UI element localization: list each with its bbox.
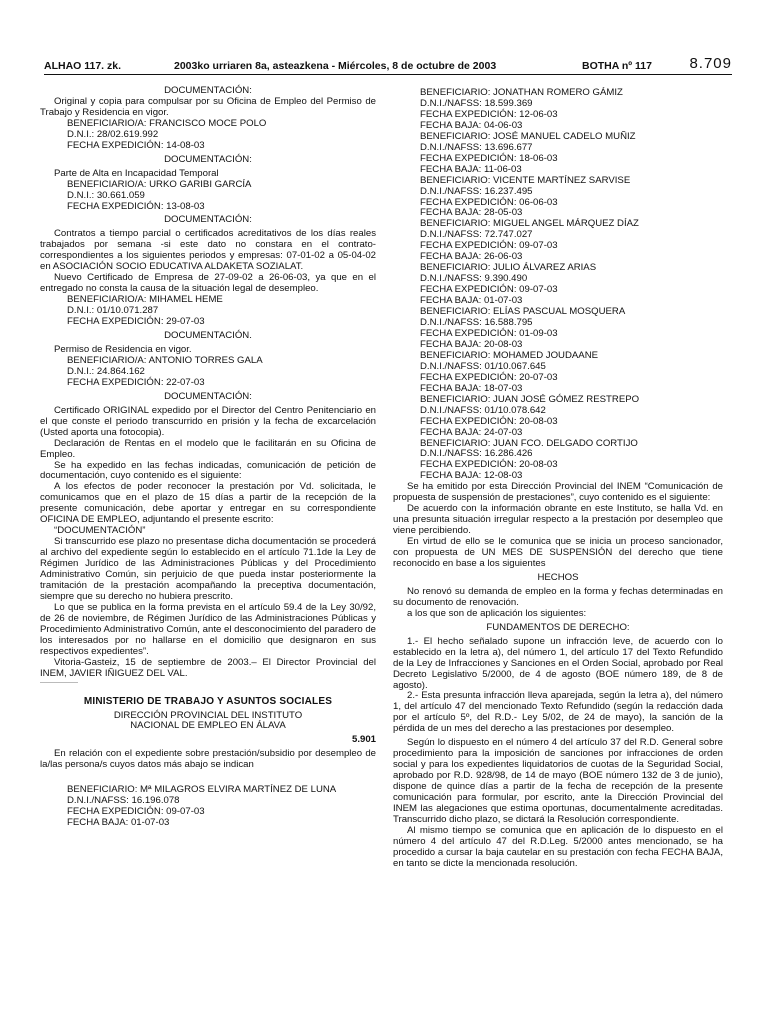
beneficiary-block [40,356,376,389]
beneficiary-line: FECHA EXPEDICIÓN: 22-07-03 [67,376,205,388]
divider [40,682,78,683]
beneficiary-line: D.N.I.: 01/10.071.287 [67,305,159,317]
section-heading: DOCUMENTACIÓN: [164,214,252,226]
beneficiary-line: FECHA BAJA: 20-08-03 [420,338,523,350]
beneficiary-block [40,180,376,213]
beneficiary-line: D.N.I./NAFSS: 16.286.426 [420,448,533,460]
beneficiary-block [393,351,723,395]
beneficiary-line: FECHA EXPEDICIÓN: 09-07-03 [420,284,558,296]
beneficiary-line: FECHA EXPEDICIÓN: 14-08-03 [67,139,205,151]
beneficiary-line: BENEFICIARIO/A: FRANCISCO MOCE POLO [67,117,267,129]
paragraph: “DOCUMENTACIÓN” [54,525,146,537]
beneficiary-list [393,88,723,482]
left-column [40,86,376,832]
section-heading: DOCUMENTACIÓN. [164,330,252,342]
beneficiary-line: FECHA EXPEDICIÓN: 01-09-03 [420,327,558,339]
beneficiary-block [393,88,723,132]
beneficiary-line: FECHA EXPEDICIÓN: 13-08-03 [67,200,205,212]
beneficiary-line: BENEFICIARIO/A: MIHAMEL HEME [67,294,223,306]
beneficiary-line: BENEFICIARIO: MIGUEL ANGEL MÁRQUEZ DÍAZ [420,218,639,230]
right-column [393,88,723,870]
beneficiary-line: BENEFICIARIO: JOSÉ MANUEL CADELO MUÑIZ [420,130,636,142]
office-line: DIRECCIÓN PROVINCIAL DEL INSTITUTO [113,709,303,721]
paragraph: Parte de Alta en Incapacidad Temporal [54,167,219,179]
beneficiary-line: D.N.I./NAFSS: 01/10.078.642 [420,404,546,416]
beneficiary-line: FECHA BAJA: 11-06-03 [420,163,522,175]
beneficiary-line: FECHA BAJA: 01-07-03 [67,817,170,829]
beneficiary-line: FECHA EXPEDICIÓN: 29-07-03 [67,316,205,328]
beneficiary-block [393,439,723,483]
beneficiary-line: FECHA EXPEDICIÓN: 06-06-03 [420,196,558,208]
header-issue-basque: ALHAO 117. zk. [44,60,122,72]
beneficiary-line: FECHA BAJA: 28-05-03 [420,207,523,219]
beneficiary-block [40,785,376,829]
beneficiary-block [393,219,723,263]
header-issue-spanish: BOTHA nº 117 [582,60,652,72]
section-heading: DOCUMENTACIÓN: [164,153,252,165]
beneficiary-line: D.N.I./NAFSS: 01/10.067.645 [420,360,546,372]
beneficiary-line: FECHA EXPEDICIÓN: 20-08-03 [420,415,558,427]
ministry-heading: MINISTERIO DE TRABAJO Y ASUNTOS SOCIALES [83,695,333,707]
page-header [44,52,732,75]
beneficiary-line: BENEFICIARIO: JULIO ÁLVAREZ ARIAS [420,262,597,274]
paragraph: 1.- El hecho señalado supone un infracción leve, de acuerdo con lo establecido en la letra a), del número 1, del artículo 17 del Texto Refundido de la Ley de Infracciones y Sanciones en el Orden Social, aprobado por Real Decreto Legislativo 5/2000, de 4 de agosto (BOE número 189, de 8 de agosto). [393,635,723,691]
beneficiary-line: D.N.I./NAFSS: 9.390.490 [420,273,528,285]
office-line: NACIONAL DE EMPLEO EN ÁLAVA [130,720,286,732]
beneficiary-block [393,263,723,307]
beneficiary-line: D.N.I.: 30.661.059 [67,189,145,201]
header-date: 2003ko urriaren 8a, asteazkena - Miércoles, 8 de octubre de 2003 [174,60,497,72]
paragraph: 2.- Esta presunta infracción lleva aparejada, según la letra a), del número 1, del artículo 47 del mencionado Texto Refundido (según la redacción dada por el artículo 5º, del R.D.- Ley 5/02, de 24 de mayo), la sanción de la pérdida de un mes del derecho a las prestaciones por desempleo. [393,690,723,735]
beneficiary-block [393,307,723,351]
beneficiary-block [40,295,376,328]
paragraph: En virtud de ello se le comunica que se inicia un proceso sancionador, con propuesta de UN MES DE SUSPENSIÓN del derecho que tiene reconocido en base a los siguientes [393,536,723,569]
beneficiary-line: D.N.I./NAFSS: 16.588.795 [420,317,533,329]
paragraph: No renovó su demanda de empleo en la forma y fechas determinadas en su documento de renovación. [393,585,723,608]
beneficiary-line: FECHA EXPEDICIÓN: 20-07-03 [420,371,558,383]
beneficiary-line: FECHA EXPEDICIÓN: 18-06-03 [420,152,558,164]
section-heading: FUNDAMENTOS DE DERECHO: [486,621,630,633]
section-heading: DOCUMENTACIÓN: [164,390,252,402]
paragraph: Si transcurrido ese plazo no presentase dicha documentación se procederá al archivo del expediente según lo establecido en el artículo 71.1de la Ley de Régimen Jurídico de las Administraciones Públicas y del Procedimiento Administrativo Común, sin perjuicio de que pueda instar posteriormente la tramitación de la prestación acompañando la preceptiva documentación, siempre que su derecho no hubiera prescrito. [40,536,376,602]
section-heading: DOCUMENTACIÓN: [164,85,252,96]
beneficiary-line: D.N.I./NAFSS: 16.237.495 [420,185,533,197]
beneficiary-line: D.N.I./NAFSS: 72.747.027 [420,229,533,241]
beneficiary-line: FECHA BAJA: 04-06-03 [420,119,523,131]
beneficiary-line: BENEFICIARIO/A: ANTONIO TORRES GALA [67,354,263,366]
paragraph: De acuerdo con la información obrante en este Instituto, se halla Vd. en una presunta situación irregular respecto a la prestación por desempleo que viene percibiendo. [393,503,723,537]
paragraph: Se ha emitido por esta Dirección Provincial del INEM “Comunicación de propuesta de suspensión de prestaciones”, cuyo contenido es el siguiente: [393,481,723,504]
paragraph: Original y copia para compulsar por su Oficina de Empleo del Permiso de Trabajo y Residencia en vigor. [40,95,376,118]
beneficiary-block [393,176,723,220]
beneficiary-line: BENEFICIARIO: JONATHAN ROMERO GÁMIZ [420,87,623,98]
beneficiary-line: FECHA BAJA: 01-07-03 [420,295,523,307]
beneficiary-line: BENEFICIARIO: Mª MILAGROS ELVIRA MARTÍNEZ DE LUNA [67,784,337,796]
paragraph: Se ha expedido en las fechas indicadas, comunicación de petición de documentación, cuyo contenido es el siguiente: [40,459,376,482]
beneficiary-line: FECHA EXPEDICIÓN: 12-06-03 [420,108,558,120]
beneficiary-line: FECHA BAJA: 24-07-03 [420,426,523,438]
page-number: 8.709 [689,55,732,72]
beneficiary-line: FECHA BAJA: 26-06-03 [420,251,523,263]
paragraph: En relación con el expediente sobre prestación/subsidio por desempleo de la/las persona/s cuyos datos más abajo se indican [40,748,376,771]
paragraph: Al mismo tiempo se comunica que en aplicación de lo dispuesto en el número 4 del artículo 47 del R.D.Leg. 5/2000 antes mencionado, se ha procedido a cursar la baja cautelar en su prestación con fecha FECHA BAJA, en tanto se dicte la mencionada resolución. [393,824,723,869]
section-heading: HECHOS [537,571,579,583]
beneficiary-line: BENEFICIARIO: ELÍAS PASCUAL MOSQUERA [420,306,626,318]
beneficiary-line: D.N.I./NAFSS: 13.696.677 [420,141,533,153]
beneficiary-line: BENEFICIARIO: MOHAMED JOUDAANE [420,349,599,361]
beneficiary-line: D.N.I./NAFSS: 18.599.369 [420,97,533,109]
paragraph: A los efectos de poder reconocer la prestación por Vd. solicitada, le comunicamos que en el plazo de 15 días a partir de la recepción de la presente comunicación, debe aportar y entregar en su correspondiente OFICINA DE EMPLEO, adjuntando el presente escrito: [40,481,376,526]
paragraph: Lo que se publica en la forma prevista en el artículo 59.4 de la Ley 30/92, de 26 de noviembre, de Régimen Jurídico de las Administraciones Públicas y Procedimiento Administrativo Común, ante el desconocimiento del paradero de los interesados por no hallarse en el domicilio que designaron en sus respectivos expedientes”. [40,601,376,657]
beneficiary-block [393,395,723,439]
beneficiary-line: BENEFICIARIO/A: URKO GARIBI GARCÍA [67,178,252,190]
beneficiary-line: BENEFICIARIO: JUAN FCO. DELGADO CORTIJO [420,437,638,449]
paragraph: Nuevo Certificado de Empresa de 27-09-02 a 26-06-03, ya que en el entregado no consta la causa de la situación legal de desempleo. [40,272,376,295]
beneficiary-line: FECHA EXPEDICIÓN: 20-08-03 [420,459,558,471]
beneficiary-line: FECHA BAJA: 12-08-03 [420,470,523,482]
paragraph: a los que son de aplicación los siguientes: [407,607,587,619]
beneficiary-line: D.N.I.: 28/02.619.992 [67,128,159,140]
paragraph: Certificado ORIGINAL expedido por el Director del Centro Penitenciario en el que conste el periodo transcurrido en prisión y la fecha de excarcelación (Usted aporta una fotocopia). [40,404,376,438]
beneficiary-block [393,132,723,176]
beneficiary-line: BENEFICIARIO: JUAN JOSÉ GÓMEZ RESTREPO [420,393,640,405]
beneficiary-line: D.N.I.: 24.864.162 [67,365,145,377]
beneficiary-line: BENEFICIARIO: VICENTE MARTÍNEZ SARVISE [420,174,631,186]
signature-paragraph: Vitoria-Gasteiz, 15 de septiembre de 2003.– El Director Provincial del INEM, JAVIER IÑIGUEZ DEL VAL. [40,656,376,679]
paragraph: Contratos a tiempo parcial o certificados acreditativos de los días reales trabajados por semana -si este dato no constara en el contrato- correspondientes a los siguientes periodos y empresas: 07-01-02 a 05-04-02 en ASOCIACIÓN SOCIO EDUCATIVA ALDAKETA SOZIALAT. [40,228,376,273]
beneficiary-line: FECHA EXPEDICIÓN: 09-07-03 [420,240,558,252]
announcement-number: 5.901 [351,734,376,746]
beneficiary-line: FECHA BAJA: 18-07-03 [420,382,523,394]
paragraph: Permiso de Residencia en vigor. [54,343,192,355]
beneficiary-line: D.N.I./NAFSS: 16.196.078 [67,795,180,807]
beneficiary-line: FECHA EXPEDICIÓN: 09-07-03 [67,806,205,818]
paragraph: Según lo dispuesto en el número 4 del artículo 37 del R.D. General sobre procedimiento para la imposición de sanciones por infracciones de orden social y para los expedientes liquidatorios de cuotas de la Seguridad Social, aprobado por R.D. 928/98, de 14 de mayo (BOE número 132 de 3 de junio), dispone de quince días a partir de la fecha de recepción de la presente comunicación para formular, por escrito, ante la Dirección Provincial del INEM las alegaciones que estima oportunas, documentalmente acreditadas. Transcurrido dicho plazo, se dictará la Resolución correspondiente. [393,737,723,825]
paragraph: Declaración de Rentas en el modelo que le facilitarán en su Oficina de Empleo. [40,437,376,460]
beneficiary-block [40,119,376,152]
